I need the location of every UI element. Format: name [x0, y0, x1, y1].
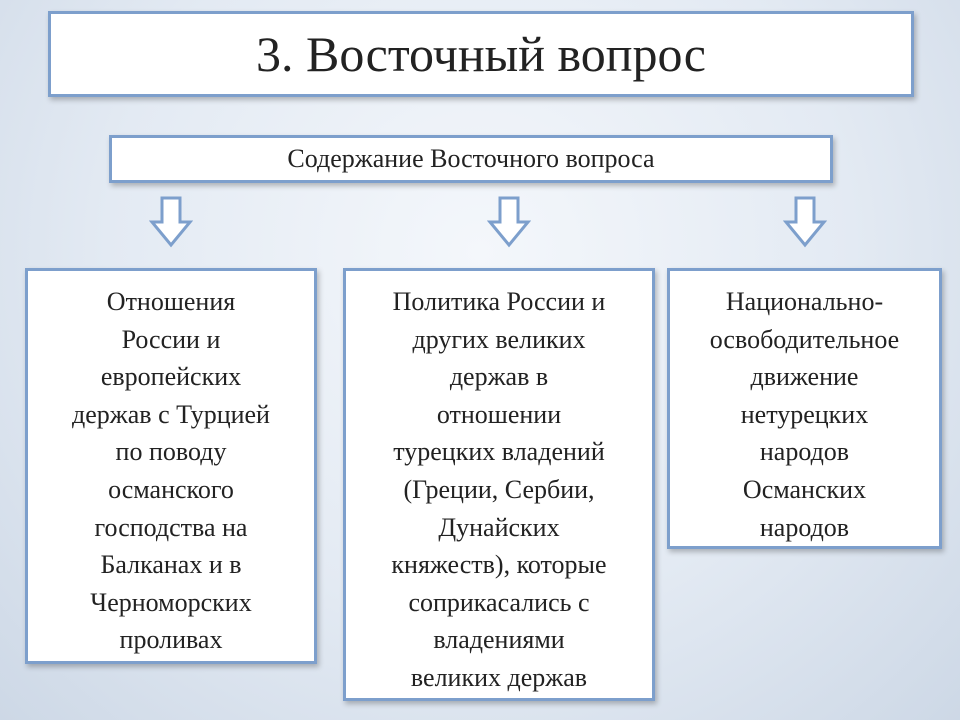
- text-line: турецких владений: [393, 437, 605, 467]
- subtitle: Содержание Восточного вопроса: [287, 144, 655, 173]
- text-line: держав в: [449, 362, 549, 392]
- text-line: Балканах и в: [100, 550, 242, 580]
- text-line: Дунайских: [438, 512, 560, 542]
- text-line: великих держав: [410, 662, 588, 692]
- text-line: по поводу: [115, 437, 227, 467]
- text-line: господства на: [94, 512, 248, 542]
- column-text: [391, 271, 606, 698]
- text-line: нетурецких: [740, 399, 869, 429]
- text-line: других великих: [412, 324, 586, 354]
- text-line: османского: [108, 474, 234, 504]
- page-title: 3. Восточный вопрос: [256, 26, 706, 82]
- text-line: Политика России и: [392, 287, 606, 316]
- text-line: европейских: [100, 362, 242, 392]
- title-box: [48, 11, 914, 97]
- column-text: [72, 271, 270, 661]
- text-line: Национально-: [725, 287, 884, 316]
- text-line: (Греции, Сербии,: [403, 474, 595, 504]
- text-line: проливах: [119, 625, 223, 655]
- column-box-national-movement: [667, 268, 942, 549]
- column-text: [710, 271, 899, 546]
- text-line: освободительное: [709, 324, 900, 354]
- text-line: владениями: [433, 625, 565, 655]
- text-line: Отношения: [106, 287, 236, 316]
- text-line: держав с Турцией: [72, 399, 270, 429]
- column-box-policy: [343, 268, 655, 701]
- text-line: Черноморских: [90, 587, 252, 617]
- text-line: России и: [121, 324, 221, 354]
- text-line: народов: [759, 512, 850, 542]
- text-line: Османских: [742, 474, 867, 504]
- text-line: отношении: [436, 399, 562, 429]
- subtitle-box: [109, 135, 833, 183]
- down-arrow-icon: [783, 196, 827, 248]
- text-line: движение: [750, 362, 859, 392]
- column-box-relations: [25, 268, 317, 664]
- text-line: соприкасались с: [408, 587, 590, 617]
- down-arrow-icon: [487, 196, 531, 248]
- text-line: народов: [759, 437, 850, 467]
- down-arrow-icon: [149, 196, 193, 248]
- text-line: княжеств), которые: [391, 550, 607, 580]
